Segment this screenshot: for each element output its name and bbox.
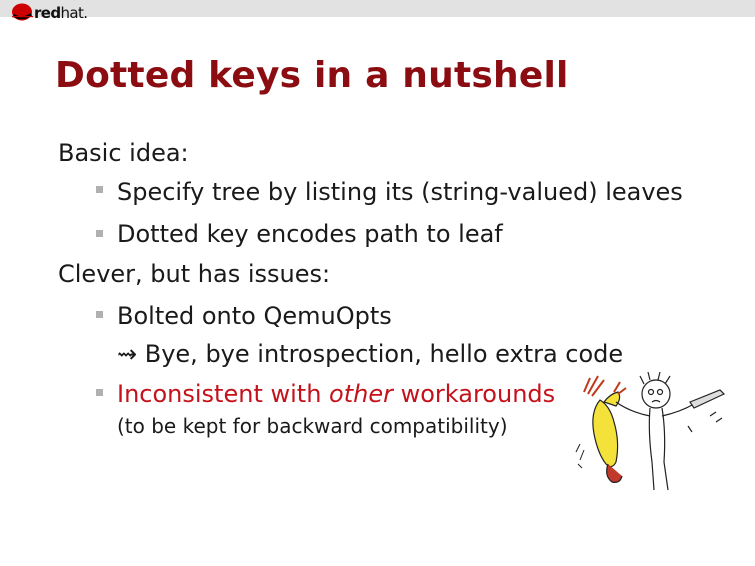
redhat-shadowman-icon [11,1,33,21]
bullet-marker [96,389,103,396]
redhat-logo [11,0,87,22]
slide-title: Dotted keys in a nutshell [55,55,569,96]
chicken-strangling-clipart [570,372,730,494]
other-emphasis: other [329,380,393,408]
heading-basic-idea: Basic idea: [58,139,189,167]
inconsistent-text: Inconsistent with [117,380,330,408]
bullet-marker [96,230,103,237]
bullet-inconsistent [117,380,555,408]
sub-backward-compat: (to be kept for backward compatibility) [117,414,508,438]
squiggly-arrow-icon: ⇝ [117,340,138,368]
bullet-bolted-onto: Bolted onto QemuOpts [117,302,392,330]
bullet-dotted-key: Dotted key encodes path to leaf [117,220,503,248]
sub-bye-text: Bye, bye introspection, hello extra code [144,340,624,368]
heading-clever-issues: Clever, but has issues: [58,260,331,288]
bullet-marker [96,186,103,193]
top-bar [0,0,755,17]
workarounds-text: workarounds [392,380,556,408]
sub-bye-introspection [117,340,623,368]
logo-text: redhat. [34,3,88,22]
bullet-marker [96,311,103,318]
bullet-specify-tree: Specify tree by listing its (string-valued) leaves [117,178,683,206]
